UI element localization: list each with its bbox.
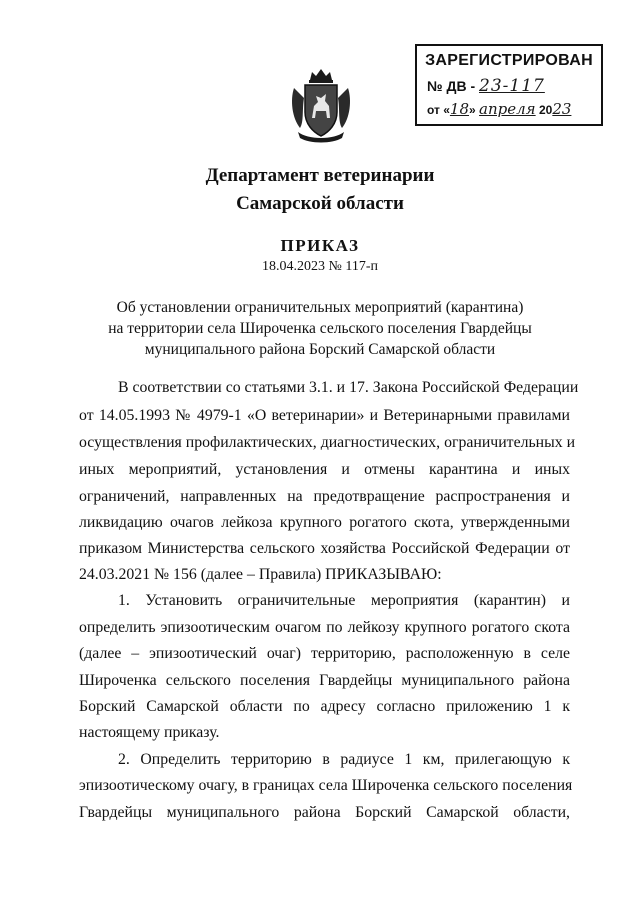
body-line: 2. Определить территорию в радиусе 1 км, прилегающую к [118, 751, 570, 768]
body-line: ограничений, направленных на предотвращение распространения и [79, 488, 570, 505]
subject-line: муниципального района Борский Самарской области [144, 341, 496, 358]
body-line: от 14.05.1993 № 4979-1 «О ветеринарии» и Ветеринарными правилами [79, 407, 570, 424]
body-line: (далее – эпизоотический очаг) территорию, расположенную в селе [79, 645, 570, 662]
body-line: настоящему приказу. [79, 724, 220, 741]
samara-coat-of-arms-icon [288, 66, 354, 146]
department-name-line2: Самарской области [236, 193, 404, 214]
stamp-date-day: 18 [449, 100, 470, 118]
stamp-date-year: 23 [552, 100, 572, 118]
department-name-line1: Департамент ветеринарии [205, 165, 435, 186]
stamp-date-prefix: от « [427, 103, 450, 117]
body-line: эпизоотическому очагу, в границах села Широченка сельского поселения [79, 777, 573, 794]
body-line: приказом Министерства сельского хозяйства Российской Федерации от [79, 540, 570, 557]
body-line: ликвидацию очагов лейкоза крупного рогатого скота, утвержденными [79, 514, 570, 531]
stamp-date-year-prefix: 20 [538, 103, 553, 117]
stamp-number-label: № ДВ - [427, 78, 476, 94]
body-line: В соответствии со статьями 3.1. и 17. Закона Российской Федерации [118, 379, 579, 396]
stamp-number-value: 23-117 [479, 76, 545, 96]
body-line: 1. Установить ограничительные мероприятия (карантин) и [118, 592, 570, 609]
body-line: 24.03.2021 № 156 (далее – Правила) ПРИКАЗЫВАЮ: [79, 566, 442, 583]
body-line: иных мероприятий, установления и отмены карантина и иных [79, 461, 570, 478]
subject-line: Об установлении ограничительных мероприятий (карантина) [116, 299, 524, 316]
stamp-title: ЗАРЕГИСТРИРОВАН [425, 52, 593, 69]
body-line: Борский Самарской области по адресу согласно приложению 1 к [79, 698, 570, 715]
order-subject [80, 297, 560, 360]
stamp-date-month: апреля [479, 100, 536, 118]
body-line: Гвардейцы муниципального района Борский Самарской области, [79, 804, 570, 821]
subject-line: на территории села Широченка сельского поселения Гвардейцы [108, 320, 532, 337]
stamp-number-row [427, 76, 545, 96]
document-type: ПРИКАЗ [280, 236, 360, 255]
stamp-date-close: » [469, 103, 476, 117]
body-line: определить эпизоотическим очагом по лейкозу крупного рогатого скота [79, 619, 570, 636]
body-line: Широченка сельского поселения Гвардейцы муниципального района [79, 672, 570, 689]
body-line: осуществления профилактических, диагностических, ограничительных и [79, 434, 576, 451]
registration-stamp [415, 44, 603, 126]
document-number: 18.04.2023 № 117-п [262, 259, 378, 274]
stamp-date-row [427, 100, 571, 118]
